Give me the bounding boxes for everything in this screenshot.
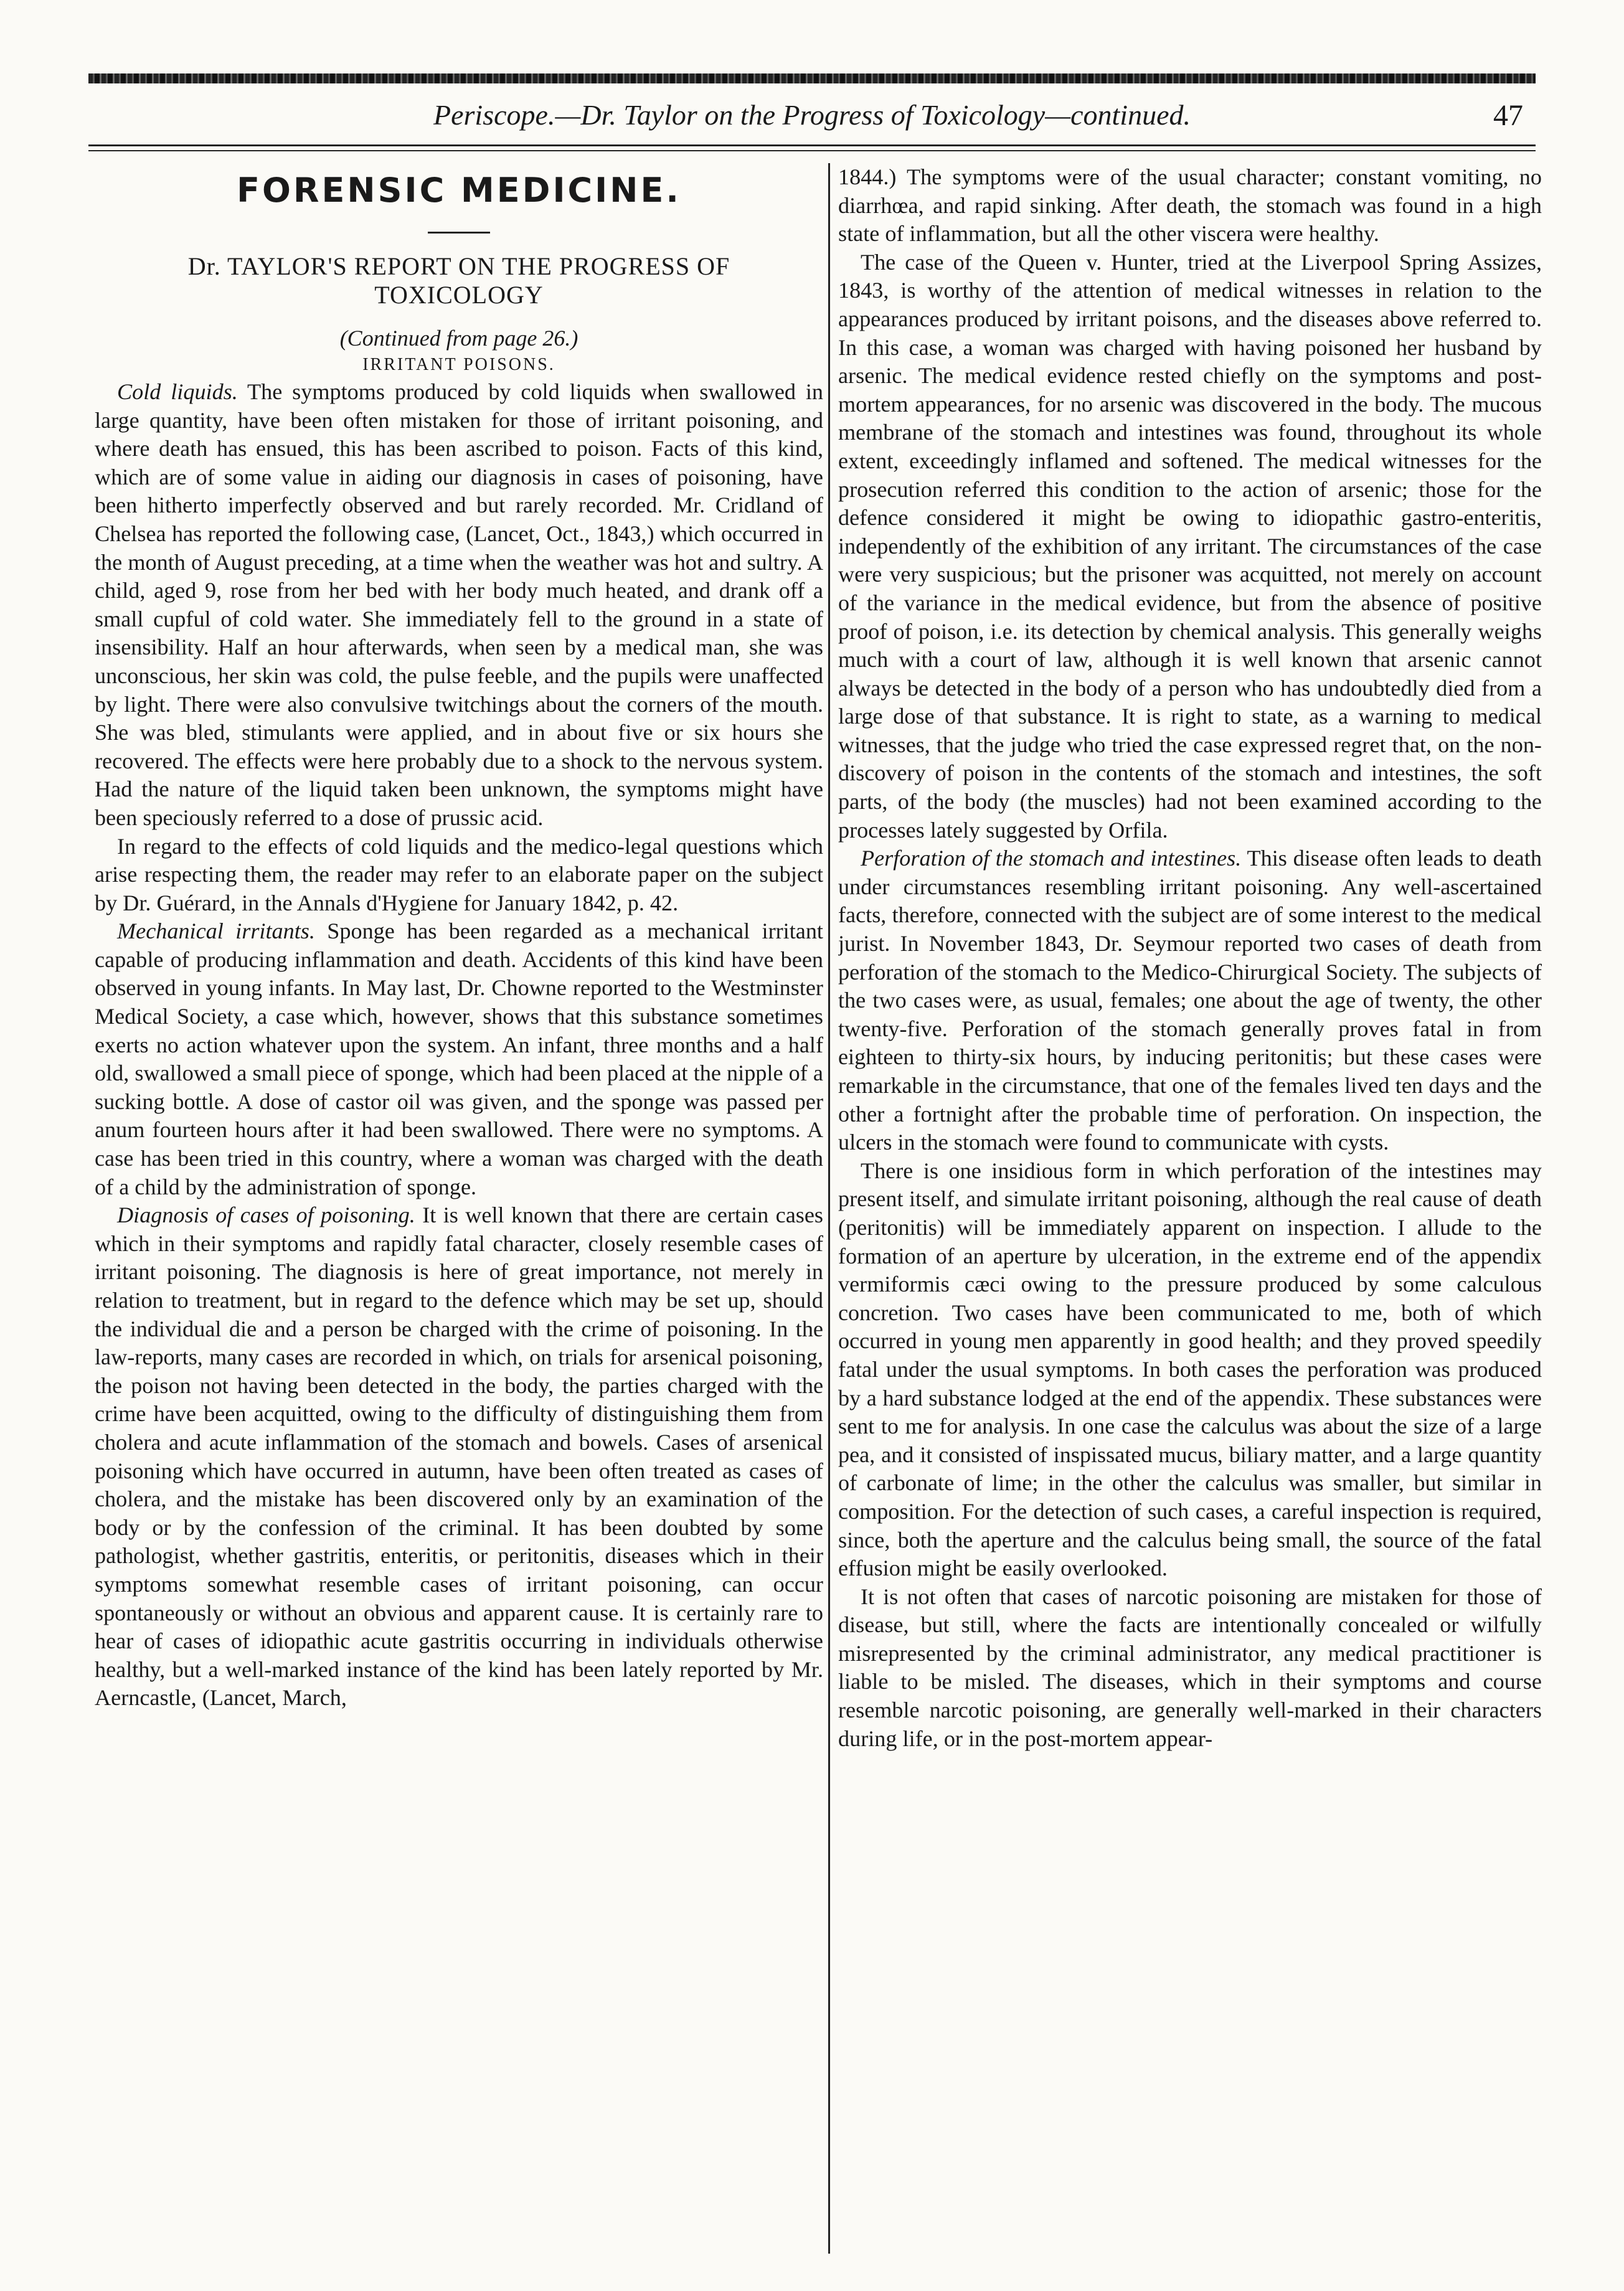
paragraph-text: This disease often leads to death under circumstances resembling irritant poisoning. Any well-ascertained facts, therefore, connected with the subject are of some interest to the medical jurist. In November 1843, Dr. Seymour reported two cases of death from perforation of the stomach to the Medico-Chirurgical Society. The subjects of the two cases were, as usual, females; one about the age of twenty, the other twenty-five. Perforation of the stomach generally proves fatal in from eighteen to thirty-six hours, by inducing peritonitis; but these cases were remarkable in the circumstance, that one of the females lived ten days and the other a fortnight after the probable time of perforation. On inspection, the ulcers in the stomach were found to communicate with cysts. — [838, 846, 1542, 1155]
running-title: Periscope.—Dr. Taylor on the Progress of Toxicology—continued. — [433, 99, 1191, 131]
right-column — [838, 163, 1542, 2254]
paragraph: It is not often that cases of narcotic poisoning are mistaken for those of disease, but still, where the facts are intentionally concealed or wilfully misrepresented by the criminal administrator, any medical practitioner is liable to be misled. The diseases, which in their symptoms and course resemble narcotic poisoning, are generally well-marked in their characters during life, or in the post-mortem appear- — [838, 1584, 1542, 1751]
runin-heading: Cold liquids. — [117, 379, 238, 404]
runin-heading: Perforation of the stomach and intestines. — [861, 846, 1242, 871]
left-column — [95, 163, 823, 2254]
subhead: IRRITANT POISONS. — [362, 355, 555, 374]
title-divider — [428, 232, 490, 234]
article-title: Dr. TAYLOR'S REPORT ON THE PROGRESS OF TOXICOLOGY — [187, 252, 730, 309]
page-number: 47 — [1493, 99, 1523, 132]
runin-heading: Diagnosis of cases of poisoning. — [117, 1202, 415, 1228]
header-rule — [88, 144, 1536, 146]
paragraph-text: The symptoms produced by cold liquids when swallowed in large quantity, have been often mistaken for those of irritant poisoning, and where death has ensued, this has been ascribed to poison. Facts of this kind, which are of some value in aiding our diagnosis in cases of poisoning, have been hitherto imperfectly observed and but rarely recorded. Mr. Cridland of Chelsea has reported the following case, (Lancet, Oct., 1843,) which occurred in the month of August preceding, at a time when the weather was hot and sultry. A child, aged 9, rose from her bed with her body much heated, and drank off a small cupful of cold water. She immediately fell to the ground in a state of insensibility. Half an hour afterwards, when seen by a medical man, she was unconscious, her skin was cold, the pulse feeble, and the pupils were unaffected by light. There were also convulsive twitchings about the corners of the mouth. She was bled, stimulants were applied, and in about five or six hours she recovered. The effects were here probably due to a shock to the nervous system. Had the nature of the liquid taken been unknown, the symptoms might have been speciously referred to a dose of prussic acid. — [95, 379, 823, 830]
column-divider — [828, 163, 830, 2254]
header-rule-secondary — [88, 150, 1536, 151]
paragraph: The case of the Queen v. Hunter, tried at the Liverpool Spring Assizes, 1843, is worthy of the attention of medical witnesses in relation to the appearances produced by irritant poisons, and the diseases above referred to. In this case, a woman was charged with having poisoned her husband by arsenic. The medical evidence rested chiefly on the symptoms and post-mortem appearances, for no arsenic was discovered in the body. The mucous membrane of the stomach and intestines was found, throughout its whole extent, exceedingly inflamed and softened. The medical witnesses for the prosecution referred this condition to the action of arsenic; those for the defence considered it might be owing to idiopathic gastro-enteritis, independently of the exhibition of any irritant. The circumstances of the case were very suspicious; but the prisoner was acquitted, not merely on account of the variance in the medical evidence, but from the absence of positive proof of poison, i.e. its detection by chemical analysis. This generally weighs much with a court of law, although it is well known that arsenic cannot always be detected in the body of a person who has undoubtedly died from a large dose of that substance. It is right to state, as a warning to medical witnesses, that the judge who tried the case expressed regret that, on the non-discovery of poison in the contents of the stomach and intestines, the soft parts, of the body (the muscles) had not been examined according to the processes lately suggested by Orfila. — [838, 249, 1542, 843]
runin-heading: Mechanical irritants. — [117, 919, 315, 944]
page-header — [88, 93, 1536, 143]
paragraph-text: It is well known that there are certain cases which in their symptoms and rapidly fatal character, closely resemble cases of irritant poisoning. The diagnosis is here of great importance, not merely in relation to treatment, but in regard to the defence which may be set up, should the individual die and a person be charged with the crime of poisoning. In the law-reports, many cases are recorded in which, on trials for arsenical poisoning, the poison not having been detected in the body, the parties charged with the crime have been acquitted, owing to the difficulty of distinguishing them from cholera and acute inflammation of the stomach and bowels. Cases of arsenical poisoning which have occurred in autumn, have been often treated as cases of cholera, and the mistake has been discovered only by an examination of the body or by the confession of the criminal. It has been doubted by some pathologist, whether gastritis, enteritis, or peritonitis, diseases which in their symptoms somewhat resemble cases of irritant poisoning, can occur spontaneously or without an obvious and apparent cause. It is certainly rare to hear of cases of idiopathic acute gastritis occurring in individuals otherwise healthy, but a well-marked instance of the kind has been lately reported by Mr. Aerncastle, (Lancet, March, — [95, 1202, 823, 1711]
paragraph — [95, 1201, 823, 1712]
paragraph: In regard to the effects of cold liquids and the medico-legal questions which arise respecting them, the reader may refer to an elaborate paper on the subject by Dr. Guérard, in the Annals d'Hygiene for January 1842, p. 42. — [95, 833, 823, 915]
paragraph: 1844.) The symptoms were of the usual character; constant vomiting, no diarrhœa, and rapid sinking. After death, the stomach was found in a high state of inflammation, but all the other viscera were healthy. — [838, 164, 1542, 247]
paragraph — [95, 378, 823, 833]
ornamental-top-rule — [88, 73, 1536, 83]
paragraph — [838, 844, 1542, 1157]
section-title: FORENSIC MEDICINE. — [237, 171, 681, 210]
continued-note: (Continued from page 26.) — [339, 326, 578, 351]
paragraph — [95, 917, 823, 1201]
paragraph: There is one insidious form in which perforation of the intestines may present itself, and simulate irritant poisoning, although the real cause of death (peritonitis) will be immediately apparent on inspection. I allude to the formation of an aperture by ulceration, in the extreme end of the appendix vermiformis cæci owing to the pressure produced by some calculous concretion. Two cases have been communicated to me, both of which occurred in young men apparently in good health; and they proved speedily fatal under the usual symptoms. In both cases the perforation was produced by a hard substance lodged at the end of the appendix. These substances were sent to me for analysis. In one case the calculus was about the size of a large pea, and it consisted of inspissated mucus, biliary matter, and a large quantity of carbonate of lime; in the other the calculus was smaller, but similar in composition. For the detection of such cases, a careful inspection is required, since, both the aperture and the calculus being small, the source of the fatal effusion might be easily overlooked. — [838, 1158, 1542, 1581]
paragraph-text: Sponge has been regarded as a mechanical irritant capable of producing inflammation and death. Accidents of this kind have been observed in young infants. In May last, Dr. Chowne reported to the Westminster Medical Society, a case which, however, shows that this substance sometimes exerts no action whatever upon the system. An infant, three months and a half old, swallowed a small piece of sponge, which had been placed at the nipple of a sucking bottle. A dose of castor oil was given, and the sponge was passed per anum fourteen hours after it had been swallowed. There were no symptoms. A case has been tried in this country, where a woman was charged with the death of a child by the administration of sponge. — [95, 919, 823, 1199]
